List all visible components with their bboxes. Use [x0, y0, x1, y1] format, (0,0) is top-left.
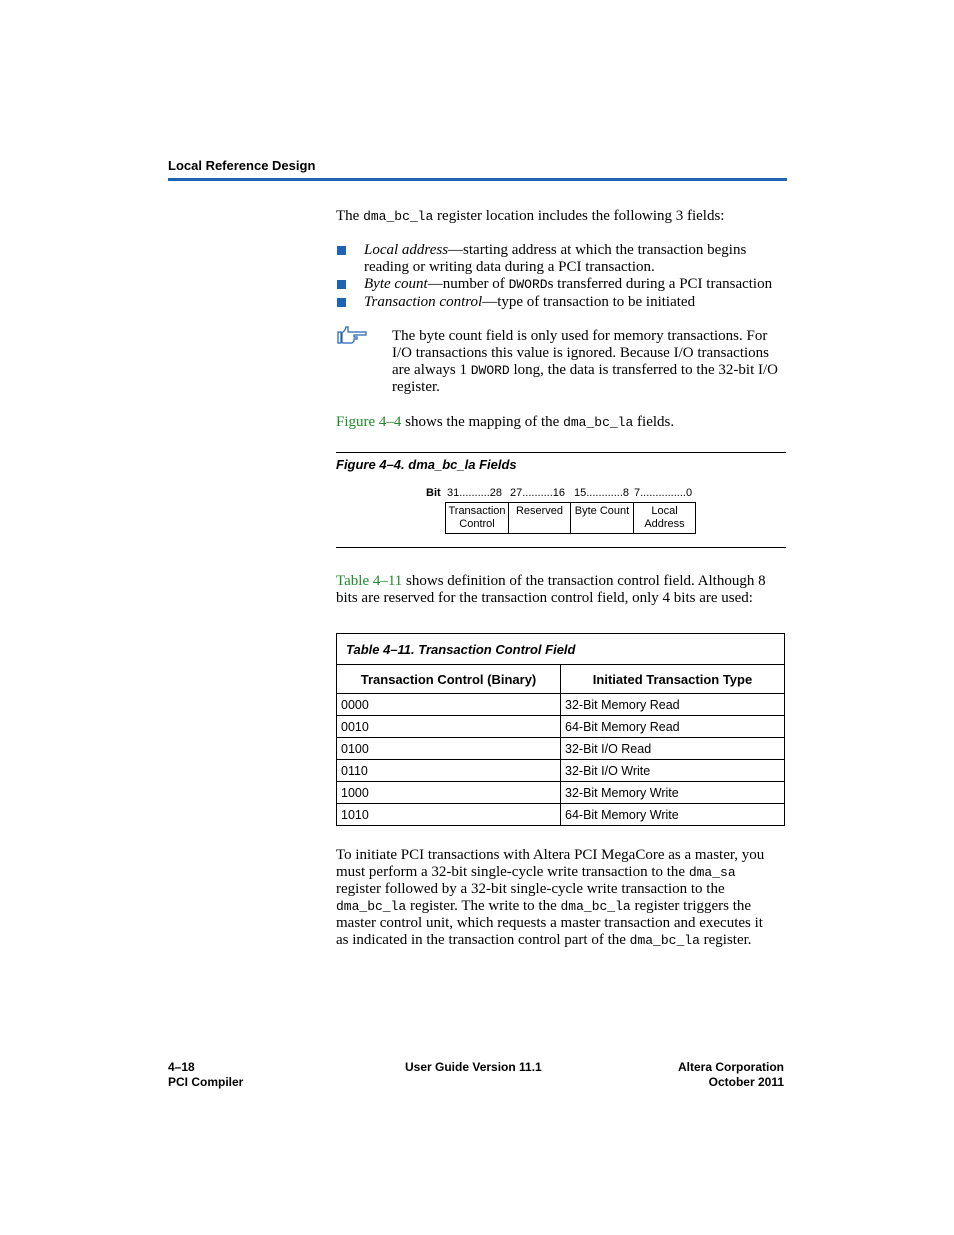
bit-range: 15............8 [574, 487, 630, 499]
table-cell: 32-Bit I/O Write [561, 760, 785, 782]
table-cell: 0110 [337, 760, 561, 782]
bullet-square-icon [337, 280, 346, 289]
table-reference-paragraph [336, 573, 766, 607]
paragraph-line: must perform a 32-bit single-cycle write transaction to the [336, 864, 689, 880]
field-label: Control [459, 518, 495, 530]
field-label: Reserved [515, 505, 564, 517]
bullet-text: s transferred during a PCI transaction [547, 276, 773, 292]
table-cell: 32-Bit I/O Read [561, 738, 785, 760]
note-text [392, 328, 787, 396]
column-header: Initiated Transaction Type [561, 665, 785, 694]
table-cell: 32-Bit Memory Write [561, 782, 785, 804]
table-cell: 0010 [337, 716, 561, 738]
register-field-transaction-control [445, 502, 509, 534]
table-ref-text: bits are reserved for the transaction control field, only 4 bits are used: [336, 590, 753, 606]
table-cell: 0000 [337, 694, 561, 716]
note-line: register. [392, 379, 440, 395]
inline-code: dma_sa [688, 865, 736, 880]
paragraph-line: To initiate PCI transactions with Altera PCI MegaCore as a master, you [336, 847, 765, 863]
paragraph-line: register. The write to the [406, 898, 561, 914]
bullet-term: Local address [364, 242, 449, 258]
table-cell: 0100 [337, 738, 561, 760]
table-cell: 64-Bit Memory Read [561, 716, 785, 738]
bit-range: 31..........28 [447, 487, 503, 499]
page-number: 4–18 [168, 1060, 195, 1074]
table-link[interactable]: Table 4–11 [336, 573, 403, 589]
note-line: long, the data is transferred to the 32-bit I/O [509, 362, 778, 378]
paragraph-line: register followed by a 32-bit single-cycle write transaction to the [336, 881, 725, 897]
paragraph-line: register. [699, 932, 752, 948]
footer-date: October 2011 [708, 1075, 784, 1089]
column-header: Transaction Control (Binary) [337, 665, 561, 694]
bullet-transaction-control [364, 294, 695, 311]
field-label: Local [651, 505, 678, 517]
figure-ref-code: dma_bc_la [563, 415, 634, 430]
bullet-text-continued: reading or writing data during a PCI transaction. [364, 259, 655, 275]
table-row [337, 804, 785, 826]
table-row [337, 760, 785, 782]
table-row [337, 738, 785, 760]
field-label: Byte Count [574, 505, 630, 517]
paragraph-line: master control unit, which requests a master transaction and executes it [336, 915, 763, 931]
intro-paragraph [336, 208, 724, 225]
footer-right [678, 1060, 784, 1090]
table-caption: Table 4–11. Transaction Control Field [337, 634, 785, 665]
figure-top-rule [336, 452, 786, 453]
register-field-byte-count [570, 502, 634, 534]
paragraph-line: register triggers the [630, 898, 752, 914]
footer-company: Altera Corporation [677, 1060, 784, 1074]
table-row [337, 782, 785, 804]
footer-product: PCI Compiler [168, 1075, 244, 1089]
footer-version: User Guide Version 11.1 [405, 1060, 542, 1074]
bullet-term: Byte count [364, 276, 428, 292]
bullet-square-icon [337, 298, 346, 307]
running-header: Local Reference Design [168, 158, 316, 173]
bullet-text: —number of [427, 276, 509, 292]
figure-ref-text: shows the mapping of the [401, 414, 564, 430]
table-cell: 1000 [337, 782, 561, 804]
note-code: DWORD [470, 363, 510, 378]
bullet-square-icon [337, 246, 346, 255]
bullet-text: —starting address at which the transaction begins [448, 242, 747, 258]
pointing-hand-note-icon [336, 326, 368, 346]
inline-code: dma_bc_la [336, 899, 407, 914]
bullet-byte-count [364, 276, 772, 293]
register-field-reserved [508, 502, 571, 534]
footer-left [168, 1060, 243, 1090]
note-line: are always 1 [392, 362, 471, 378]
figure-caption: Figure 4–4. dma_bc_la Fields [336, 457, 517, 472]
bullet-term: Transaction control [364, 294, 483, 310]
bit-range: 27..........16 [510, 487, 566, 499]
table-ref-text: shows definition of the transaction control field. Although 8 [402, 573, 766, 589]
transaction-control-table [336, 633, 785, 826]
field-label: Transaction [448, 505, 506, 517]
bullet-local-address [364, 242, 746, 276]
figure-reference-paragraph [336, 414, 674, 431]
bullet-text: —type of transaction to be initiated [482, 294, 696, 310]
intro-text-pre: The [336, 208, 364, 224]
bit-label: Bit [426, 487, 441, 499]
header-rule [168, 178, 787, 181]
table-cell: 1010 [337, 804, 561, 826]
figure-bottom-rule [336, 547, 786, 548]
figure-link[interactable]: Figure 4–4 [336, 414, 402, 430]
inline-code: dma_bc_la [560, 899, 631, 914]
bit-range: 7...............0 [634, 487, 693, 499]
intro-text-post: register location includes the following 3 fields: [433, 208, 725, 224]
paragraph-line: as indicated in the transaction control part of the [336, 932, 630, 948]
intro-code: dma_bc_la [363, 209, 434, 224]
table-cell: 64-Bit Memory Write [561, 804, 785, 826]
closing-paragraph [336, 847, 764, 949]
bullet-code: DWORD [508, 277, 548, 292]
table-row [337, 694, 785, 716]
inline-code: dma_bc_la [629, 933, 700, 948]
table-row [337, 716, 785, 738]
table-cell: 32-Bit Memory Read [561, 694, 785, 716]
note-line: I/O transactions this value is ignored. Because I/O transactions [392, 345, 769, 361]
register-field-local-address [633, 502, 696, 534]
field-label: Address [644, 518, 685, 530]
note-line: The byte count field is only used for memory transactions. For [392, 328, 768, 344]
figure-ref-text: fields. [633, 414, 675, 430]
